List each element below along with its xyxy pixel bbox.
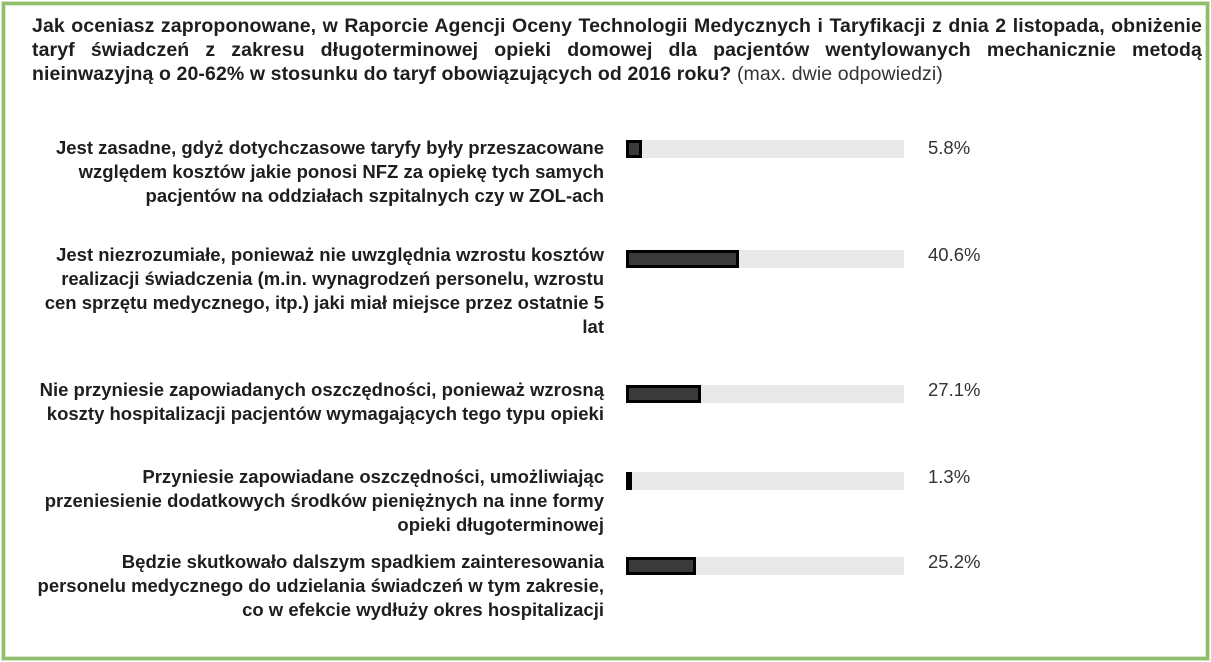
bar-track — [626, 385, 904, 403]
value-label: 1.3% — [928, 466, 971, 487]
bar-track — [626, 557, 904, 575]
bar-fill — [626, 557, 696, 575]
survey-question — [32, 14, 1202, 86]
answer-label: Nie przyniesie zapowiadanych oszczędności, ponieważ wzrosną koszty hospitalizacji pacjentów wymagających tego typu opieki — [39, 379, 604, 424]
value-label: 25.2% — [928, 551, 981, 572]
question-note: (max. dwie odpowiedzi) — [736, 63, 943, 85]
bar-fill — [626, 250, 739, 268]
value-label: 27.1% — [928, 379, 981, 400]
bar-fill — [626, 472, 632, 490]
bar-track — [626, 140, 904, 158]
bar-track — [626, 472, 904, 490]
value-label: 5.8% — [928, 137, 971, 158]
question-title: Jak oceniasz zaproponowane, w Raporcie Agencji Oceny Technologii Medycznych i Taryfikacji z dnia 2 listopada, obniżenie taryf świadczeń z zakresu długoterminowej opieki domowej dla pacjentów wentylowanych mechanicznie metodą nieinwazyjną o 20-62% w stosunku do taryf obowiązujących od 2016 roku? — [32, 15, 1202, 85]
bar-fill — [626, 385, 701, 403]
bar-track — [626, 250, 904, 268]
answer-label: Przyniesie zapowiadane oszczędności, umożliwiając przeniesienie dodatkowych środków pieniężnych na inne formy opieki długoterminowej — [44, 466, 604, 535]
bar-fill — [626, 140, 642, 158]
value-label: 40.6% — [928, 244, 981, 265]
answer-label: Jest zasadne, gdyż dotychczasowe taryfy były przeszacowane względem kosztów jakie ponosi NFZ za opiekę tych samych pacjentów na oddziałach szpitalnych czy w ZOL-ach — [55, 137, 604, 206]
answer-label: Jest niezrozumiałe, ponieważ nie uwzględnia wzrostu kosztów realizacji świadczenia (m.in. wynagrodzeń personelu, wzrostu cen sprzętu medycznego, itp.) jaki miał miejsce przez ostatnie 5 lat — [44, 244, 604, 337]
answer-label: Będzie skutkowało dalszym spadkiem zainteresowania personelu medycznego do udzielania świadczeń w tym zakresie, co w efekcie wydłuży okres hospitalizacji — [37, 551, 604, 620]
